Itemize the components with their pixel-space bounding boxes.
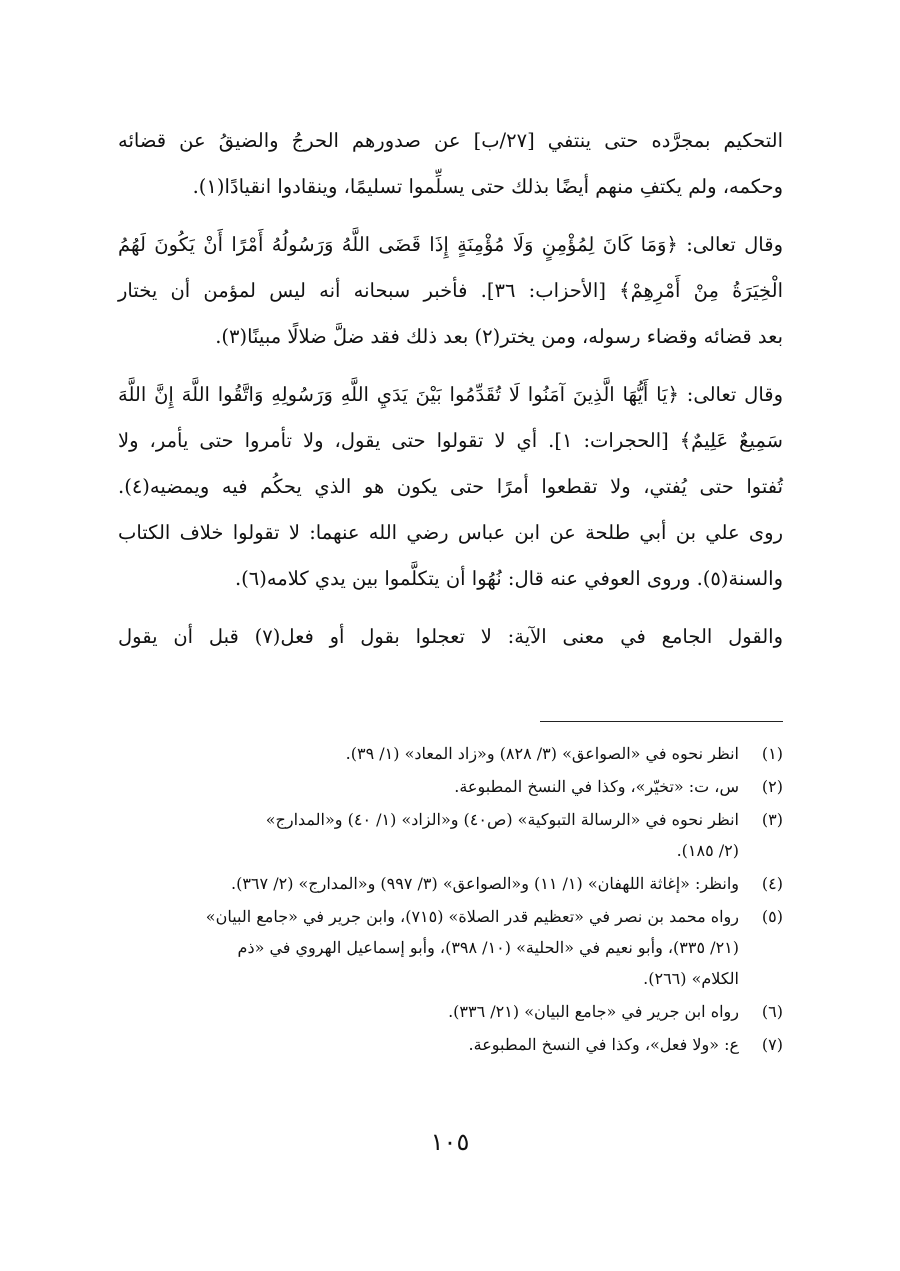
- text-line: بعد قضائه وقضاء رسوله، ومن يختر(٢) بعد ذلك فقد ضلَّ ضلالًا مبينًا(٣).: [215, 325, 783, 348]
- text-line: والقول الجامع في معنى الآية: لا تعجلوا بقول أو فعل(٧) قبل أن يقول: [118, 625, 783, 648]
- text-line: الْخِيَرَةُ مِنْ أَمْرِهِمْ﴾ [الأحزاب: ٣٦]. فأخبر سبحانه أنه ليس لمؤمن أن يختار: [118, 279, 783, 302]
- footnote-text: رواه محمد بن نصر في «تعظيم قدر الصلاة» (٧١٥)، وابن جرير في «جامع البيان»: [205, 907, 739, 926]
- footnote-number: (٢): [761, 777, 783, 796]
- footnote-3: [118, 804, 783, 866]
- text-line: وقال تعالى: ﴿يَا أَيُّهَا الَّذِينَ آمَنُوا لَا تُقَدِّمُوا بَيْنَ يَدَيِ اللَّهِ وَرَسُولِهِ وَاتَّقُوا اللَّهَ إِنَّ اللَّهَ: [118, 383, 783, 406]
- footnote-separator: [540, 721, 783, 722]
- footnotes: [118, 738, 783, 1062]
- footnote-number: (٤): [761, 874, 783, 893]
- footnote-4: [118, 868, 783, 899]
- footnote-number: (٣): [761, 810, 783, 829]
- footnote-text: رواه ابن جرير في «جامع البيان» (٢١/ ٣٣٦).: [448, 1002, 739, 1021]
- footnote-number: (٧): [761, 1035, 783, 1054]
- footnote-text: الكلام» (٢٦٦).: [643, 969, 739, 988]
- footnote-text: (٢/ ١٨٥).: [676, 841, 739, 860]
- paragraph-4: [118, 614, 783, 660]
- main-text: [118, 118, 783, 660]
- text-line: وحكمه، ولم يكتفِ منهم أيضًا بذلك حتى يسلِّموا تسليمًا، وينقادوا انقيادًا(١).: [192, 175, 783, 198]
- footnote-1: [118, 738, 783, 769]
- text-line: روى علي بن أبي طلحة عن ابن عباس رضي الله عنهما: لا تقولوا خلاف الكتاب: [118, 521, 783, 544]
- footnote-7: [118, 1029, 783, 1060]
- text-line: سَمِيعٌ عَلِيمٌ﴾ [الحجرات: ١]. أي لا تقولوا حتى يقول، ولا تأمروا حتى يأمر، ولا: [118, 429, 783, 452]
- text-line: تُفتوا حتى يُفتي، ولا تقطعوا أمرًا حتى يكون هو الذي يحكُم فيه ويمضيه(٤).: [118, 475, 783, 498]
- footnote-text: انظر نحوه في «الرسالة التبوكية» (ص٤٠) و«الزاد» (١/ ٤٠) و«المدارج»: [265, 810, 739, 829]
- footnote-number: (١): [761, 744, 783, 763]
- footnote-6: [118, 996, 783, 1027]
- footnote-text: وانظر: «إغاثة اللهفان» (١/ ١١) و«الصواعق» (٣/ ٩٩٧) و«المدارج» (٢/ ٣٦٧).: [231, 874, 739, 893]
- footnote-5: [118, 901, 783, 994]
- text-line: وقال تعالى: ﴿وَمَا كَانَ لِمُؤْمِنٍ وَلَا مُؤْمِنَةٍ إِذَا قَضَى اللَّهُ وَرَسُولُهُ أَمْرًا أَنْ يَكُونَ لَهُمُ: [118, 233, 783, 256]
- page-number: ١٠٥: [430, 1128, 470, 1156]
- paragraph-1: [118, 118, 783, 210]
- paragraph-2: [118, 222, 783, 360]
- footnote-number: (٦): [761, 1002, 783, 1021]
- footnote-text: ع: «ولا فعل»، وكذا في النسخ المطبوعة.: [468, 1035, 739, 1054]
- footnote-text: س، ت: «تخيّر»، وكذا في النسخ المطبوعة.: [454, 777, 739, 796]
- text-line: والسنة(٥). وروى العوفي عنه قال: نُهُوا أن يتكلَّموا بين يدي كلامه(٦).: [234, 567, 783, 590]
- footnote-text: انظر نحوه في «الصواعق» (٣/ ٨٢٨) و«زاد المعاد» (١/ ٣٩).: [345, 744, 739, 763]
- paragraph-3: [118, 372, 783, 602]
- footnote-2: [118, 771, 783, 802]
- footnote-number: (٥): [761, 907, 783, 926]
- text-line: التحكيم بمجرَّده حتى ينتفي [٢٧/ب] عن صدورهم الحرجُ والضيقُ عن قضائه: [118, 129, 783, 152]
- footnote-text: (٢١/ ٣٣٥)، وأبو نعيم في «الحلية» (١٠/ ٣٩٨)، وأبو إسماعيل الهروي في «ذم: [237, 938, 739, 957]
